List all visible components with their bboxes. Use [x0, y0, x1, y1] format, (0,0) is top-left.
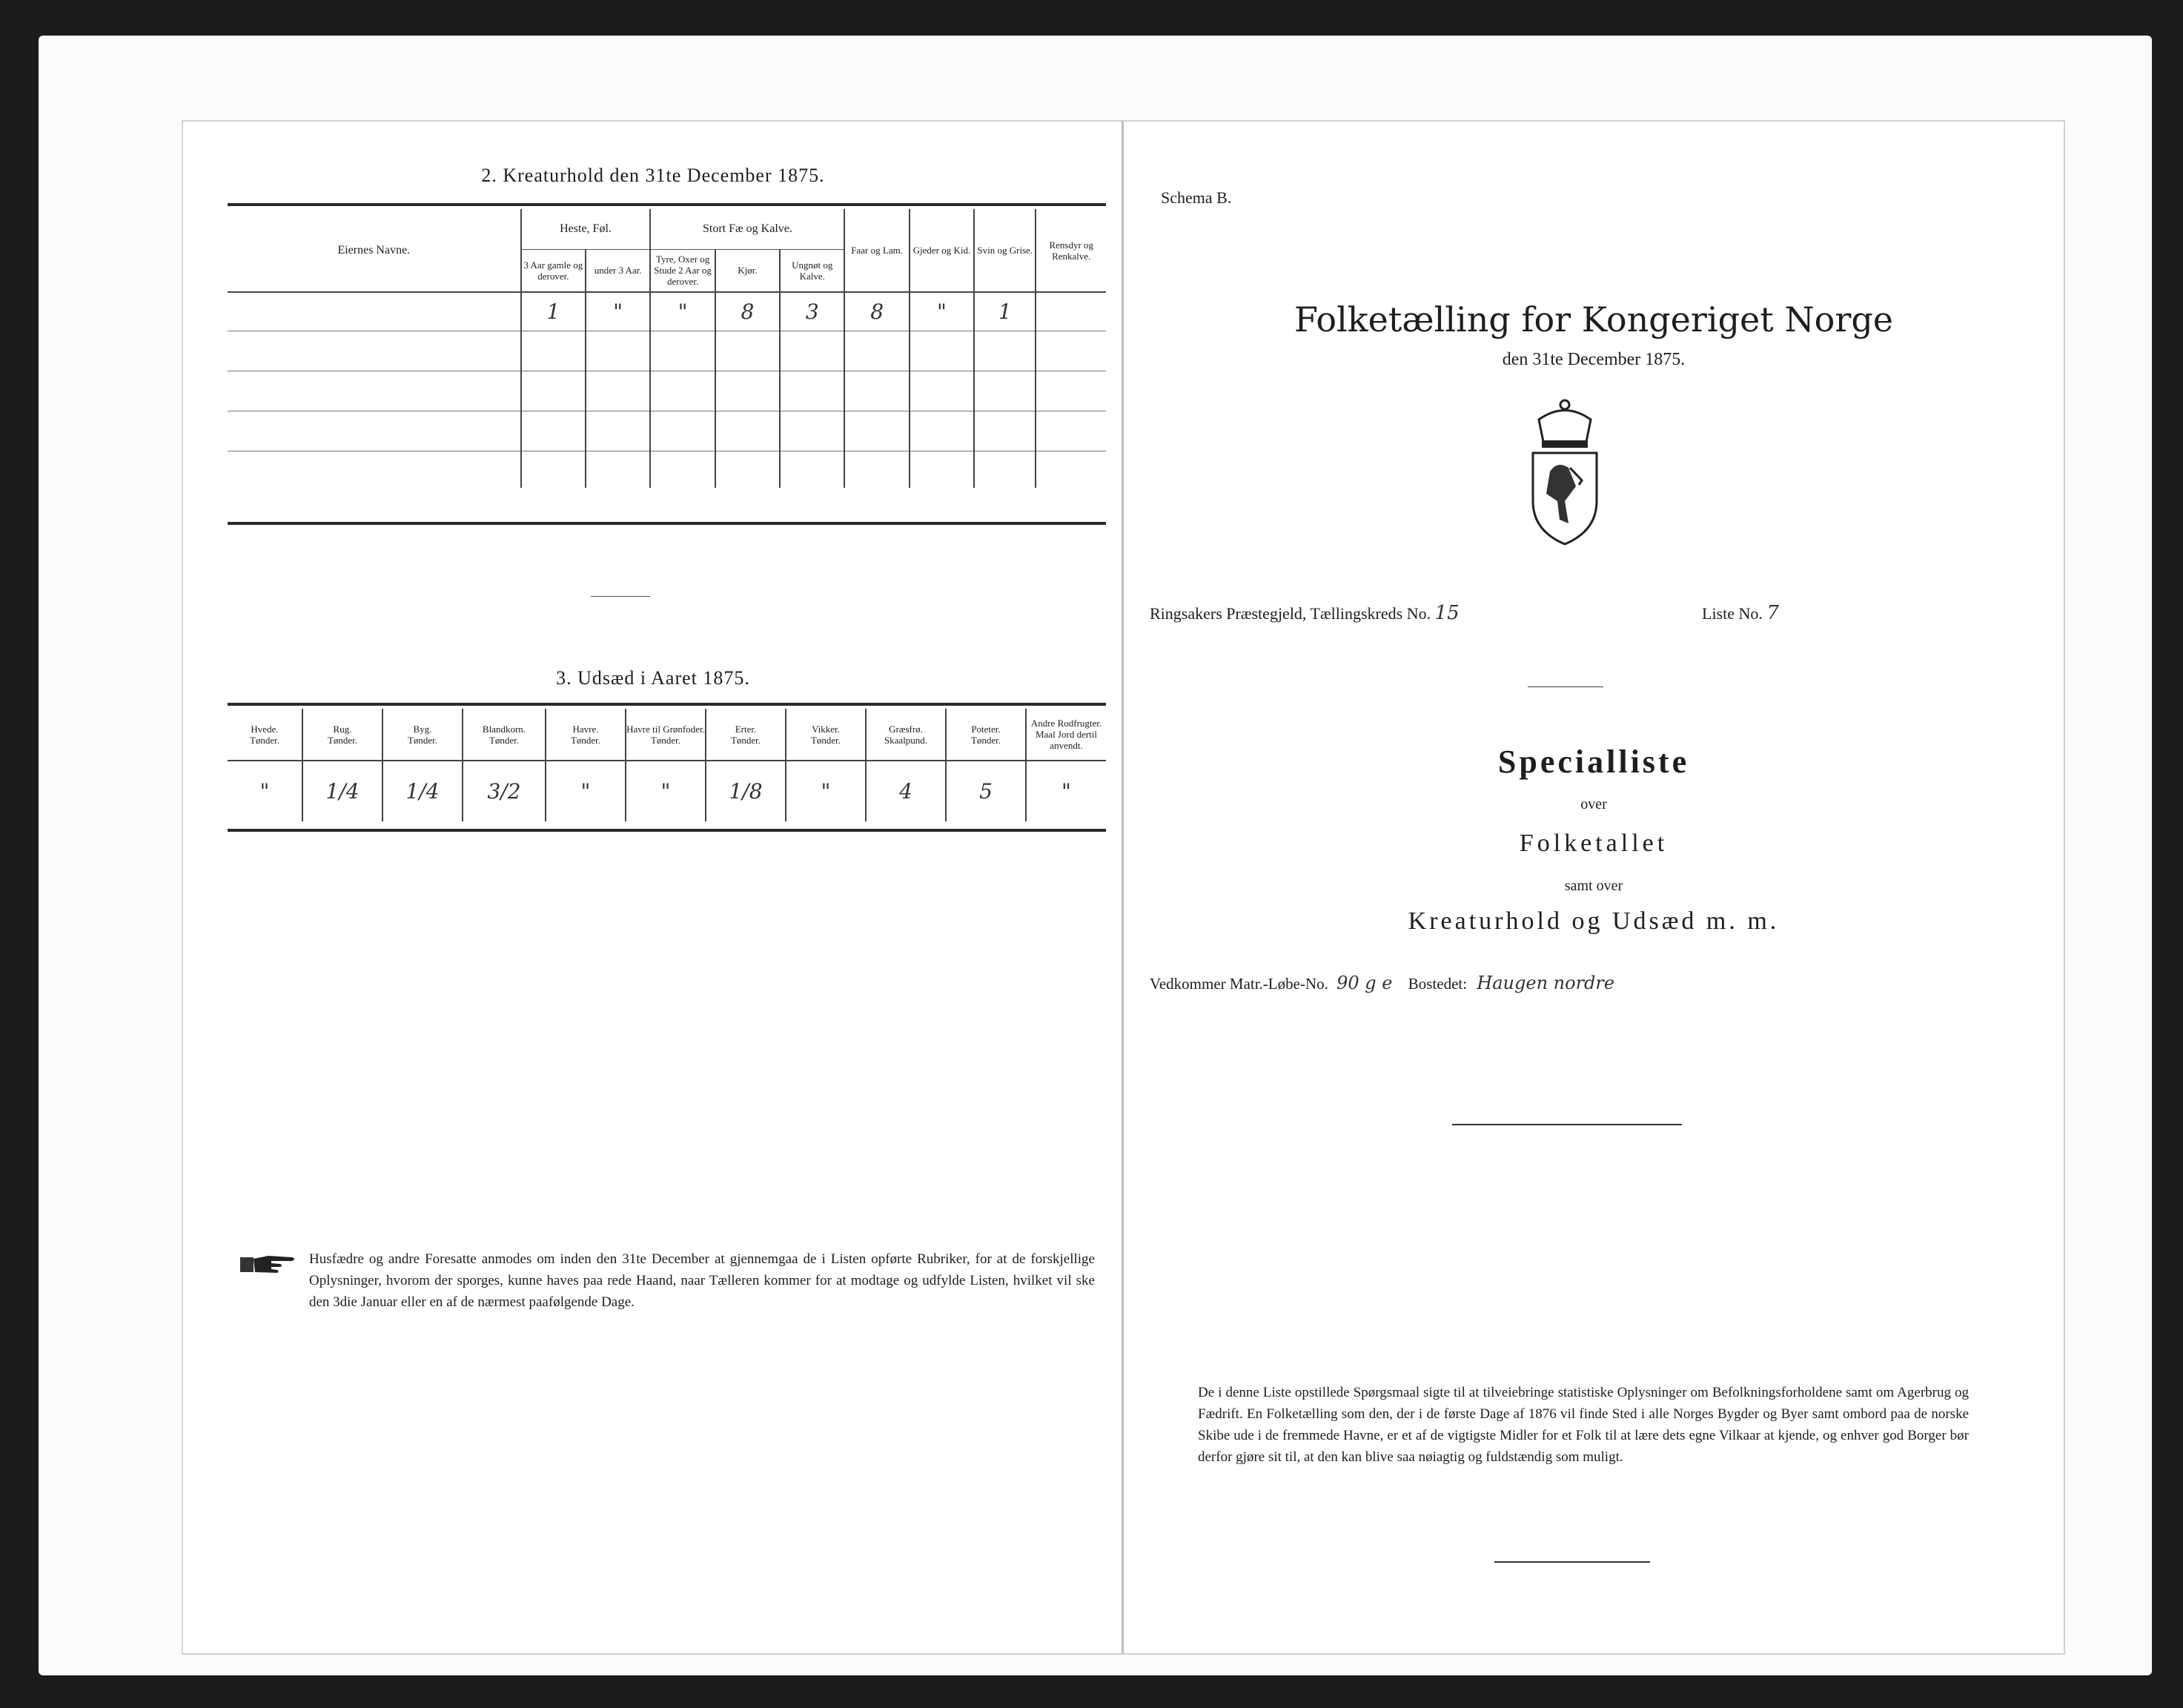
list-line: [1702, 602, 1779, 624]
row1-cell: 1: [521, 292, 586, 331]
parish-label: Ringsakers Præstegjeld,: [1150, 604, 1307, 623]
bosted-value: Haugen nordre: [1477, 973, 1615, 993]
header-owner-names: Eiernes Navne.: [228, 209, 521, 292]
sowing-cell: ": [1026, 761, 1106, 821]
table2-top-rule: [228, 203, 1106, 206]
sowing-cell: ": [626, 761, 706, 821]
header-horses-3yr: 3 Aar gamle og derover.: [521, 249, 586, 292]
table-row: [228, 371, 1106, 411]
header-horses: Heste, Føl.: [521, 209, 651, 249]
explanation-paragraph: De i denne Liste opstillede Spørgsmaal sigte til at tilveiebringe statistiske Oplysninger om Befolkningsforholdene samt om Agerbrug og Fædrift. En Folketælling som den, der i de første Dage af 1876 vil finde Sted i alle Norges Bygder og Byer samt ombord paa de norske Skibe ude i de fremmede Havne, er et af de vigtigste Midler for et Folk til at lære dets egne Vilkaar at kjende, og enhver god Borger bør derfor gjøre sit til, at den kan blive saa nøiagtig og fuldstændig som muligt.: [1198, 1385, 1969, 1465]
sowing-cell: 1/4: [382, 761, 463, 821]
page-title: Folketælling for Kongeriget Norge: [1294, 299, 1893, 340]
header-pigs: Svin og Grise.: [974, 209, 1036, 292]
right-page: [1122, 120, 2065, 1655]
header-horses-under3: under 3 Aar.: [586, 249, 650, 292]
table2-bottom-rule: [228, 522, 1106, 525]
kreaturhold-heading: Kreaturhold og Udsæd m. m.: [1408, 907, 1780, 935]
sowing-cell: 5: [946, 761, 1026, 821]
header-bulls-oxen: Tyre, Oxer og Stude 2 Aar og derover.: [650, 249, 715, 292]
livestock-table: [228, 209, 1106, 488]
list-value: 7: [1766, 602, 1779, 624]
row1-cell: [1036, 292, 1106, 331]
bosted-label: Bostedet:: [1408, 975, 1468, 993]
header-young-cattle: Ungnøt og Kalve.: [780, 249, 844, 292]
sowing-cell: ": [228, 761, 302, 821]
census-date: den 31te December 1875.: [1502, 350, 1686, 369]
header-wheat: Hvede. Tønder.: [228, 709, 302, 761]
header-mixed-grain: Blandkorn. Tønder.: [463, 709, 546, 761]
header-reindeer: Rensdyr og Renkalve.: [1036, 209, 1106, 292]
district-value: 15: [1434, 602, 1460, 624]
parish-line: [1150, 602, 1460, 624]
folketallet-heading: Folketallet: [1519, 830, 1669, 857]
matr-value: 90 g e: [1336, 973, 1393, 993]
district-label: Tællingskreds No.: [1310, 604, 1431, 623]
header-sheep: Faar og Lam.: [844, 209, 909, 292]
matr-line: [1150, 973, 1614, 993]
divider: [591, 596, 650, 597]
table-row: [228, 451, 1106, 488]
specialliste-heading: Specialliste: [1497, 744, 1690, 780]
header-potatoes: Poteter. Tønder.: [946, 709, 1026, 761]
header-grass-seed: Græsfrø. Skaalpund.: [866, 709, 946, 761]
section3-title: 3. Udsæd i Aaret 1875.: [556, 667, 750, 689]
table3-bottom-rule: [228, 829, 1106, 832]
over-text: over: [1580, 796, 1607, 812]
row1-cell: 1: [974, 292, 1036, 331]
divider: [1528, 686, 1603, 687]
table-row: [228, 411, 1106, 451]
row1-cell: ": [586, 292, 650, 331]
row1-cell: ": [910, 292, 974, 331]
schema-label: Schema B.: [1161, 188, 1232, 207]
left-page: [182, 120, 1124, 1655]
sowing-cell: 3/2: [463, 761, 546, 821]
sowing-cell: ": [546, 761, 626, 821]
row1-cell: 3: [780, 292, 844, 331]
list-label: Liste No.: [1702, 604, 1763, 623]
sowing-cell: 4: [866, 761, 946, 821]
header-oats: Havre. Tønder.: [546, 709, 626, 761]
header-barley: Byg. Tønder.: [382, 709, 463, 761]
row1-owner: [228, 292, 521, 331]
matr-label: Vedkommer Matr.-Løbe-No.: [1150, 975, 1328, 993]
coat-of-arms-icon: [1524, 397, 1606, 546]
divider: [1494, 1561, 1650, 1563]
section2-title: 2. Kreaturhold den 31te December 1875.: [481, 165, 825, 186]
row1-cell: ": [650, 292, 715, 331]
header-cattle: Stort Fæ og Kalve.: [650, 209, 844, 249]
header-peas: Erter. Tønder.: [706, 709, 786, 761]
header-goats: Gjeder og Kid.: [910, 209, 974, 292]
divider: [1452, 1124, 1682, 1125]
row1-cell: 8: [844, 292, 909, 331]
table-row: [228, 331, 1106, 371]
table3-top-rule: [228, 703, 1106, 706]
header-root-crops: Andre Rodfrugter. Maal Jord dertil anvendt.: [1026, 709, 1106, 761]
table-row: [228, 292, 1106, 331]
header-vetch: Vikker. Tønder.: [786, 709, 866, 761]
header-green-fodder: Havre til Grønfoder. Tønder.: [626, 709, 706, 761]
row1-cell: 8: [715, 292, 780, 331]
header-rye: Rug. Tønder.: [302, 709, 382, 761]
sowing-table: [228, 709, 1106, 821]
notice-text: Husfædre og andre Foresatte anmodes om inden den 31te December at gjennemgaa de i Listen opførte Rubriker, for at de forskjellige Oplysninger, hvorom der sporges, kunne haves paa rede Haand, naar Tælleren kommer for at modtage og udfylde Listen, hvilket vil ske den 3die Januar eller en af de nærmest paafølgende Dage.: [309, 1251, 1095, 1310]
pointing-hand-icon: [239, 1250, 298, 1280]
samt-over-text: samt over: [1564, 878, 1623, 894]
sowing-cell: 1/8: [706, 761, 786, 821]
table-row: [228, 761, 1106, 821]
header-cows: Kjør.: [715, 249, 780, 292]
sowing-cell: ": [786, 761, 866, 821]
sowing-cell: 1/4: [302, 761, 382, 821]
